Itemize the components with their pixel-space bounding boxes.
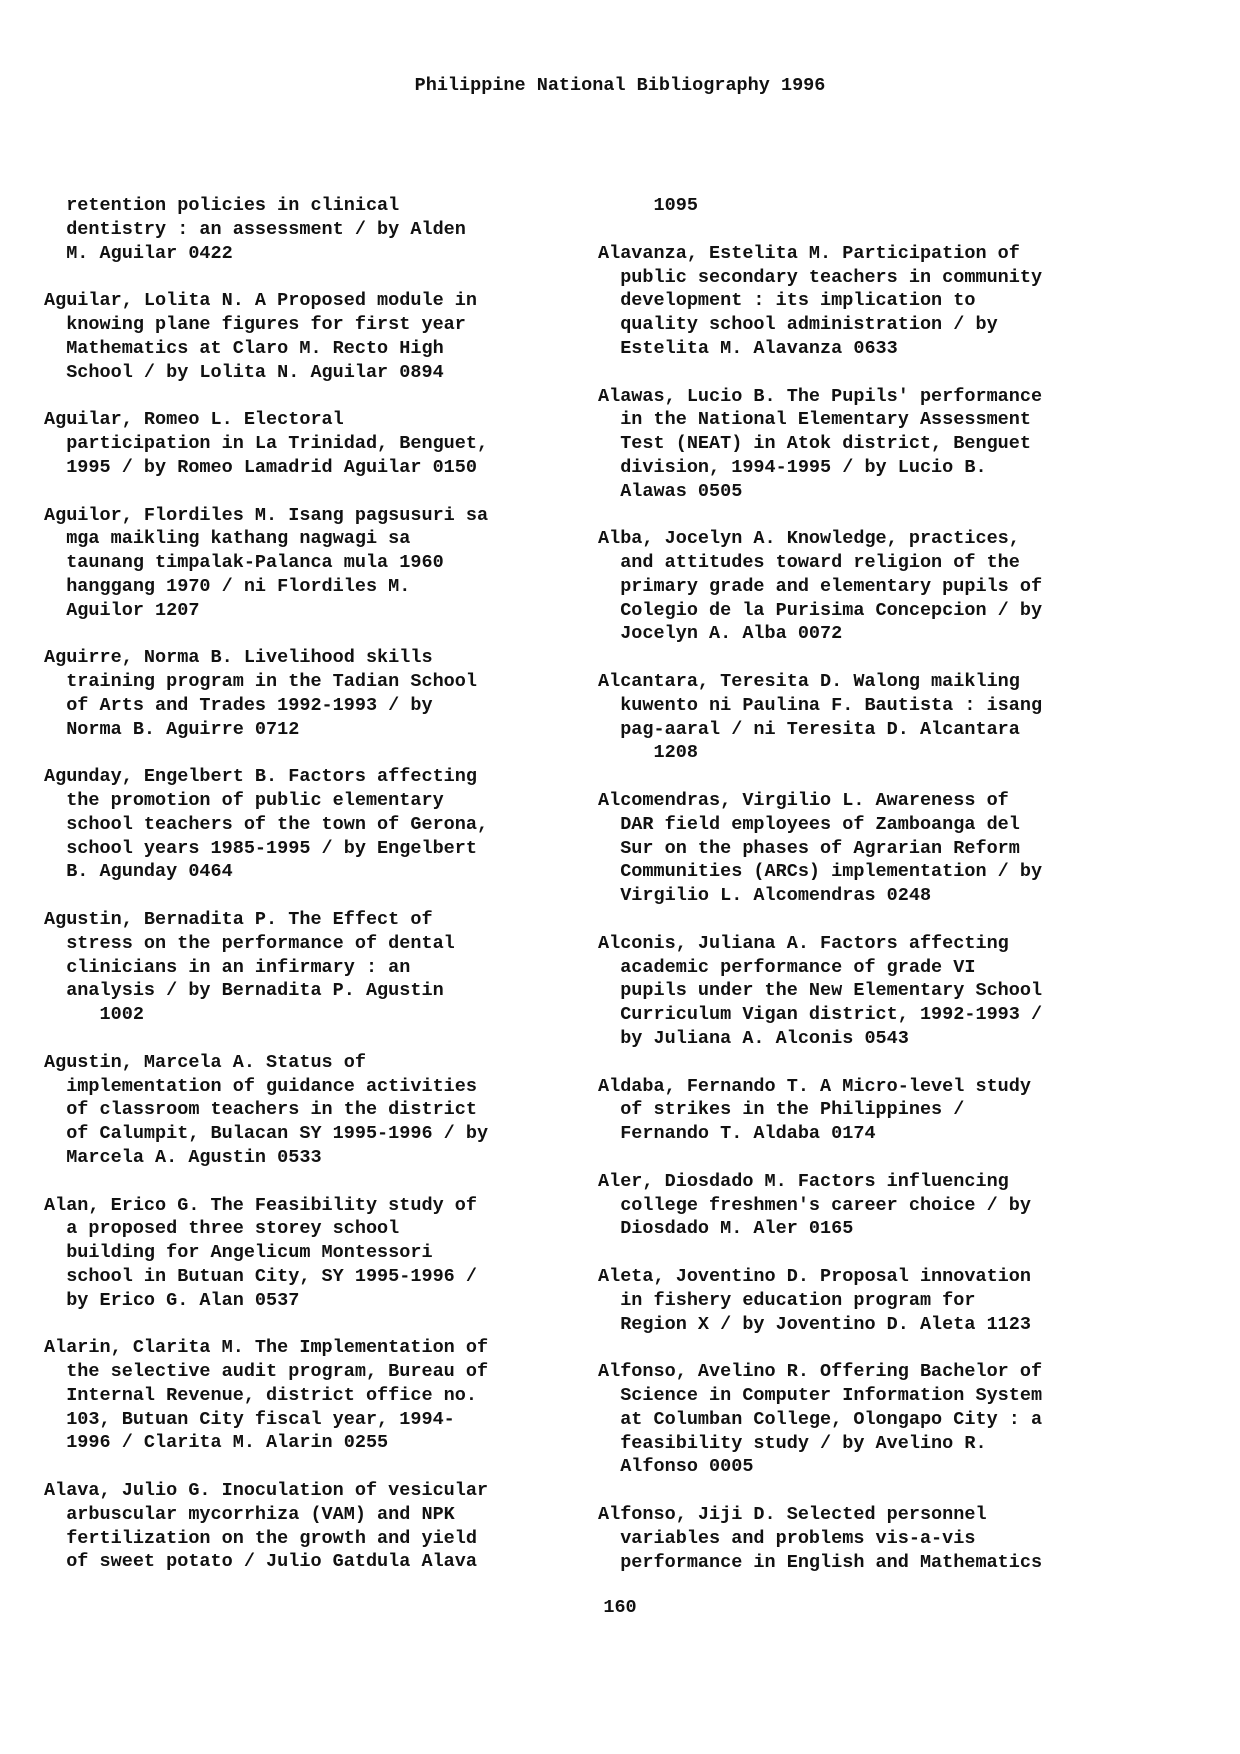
entry-line: dentistry : an assessment / by Alden	[44, 218, 466, 240]
entry-line: Sur on the phases of Agrarian Reform	[598, 837, 1020, 859]
entry-line: Alawas 0505	[598, 480, 743, 502]
entry-line: Alba, Jocelyn A. Knowledge, practices,	[598, 528, 1020, 550]
entry-line: retention policies in clinical	[44, 195, 400, 216]
entry-line: Colegio de la Purisima Concepcion / by	[598, 599, 1043, 621]
bibliography-entry	[44, 1051, 604, 1170]
entry-line: Aldaba, Fernando T. A Micro-level study	[598, 1075, 1031, 1097]
entry-line: Aguilor, Flordiles M. Isang pagsusuri sa	[44, 504, 489, 526]
entry-line: by Erico G. Alan 0537	[44, 1289, 300, 1311]
bibliography-entry	[44, 504, 604, 623]
entry-line: Aguilor 1207	[44, 599, 200, 621]
entry-line: Aleta, Joventino D. Proposal innovation	[598, 1266, 1031, 1287]
entry-line: Diosdado M. Aler 0165	[598, 1218, 854, 1240]
entry-line: at Columban College, Olongapo City : a	[598, 1408, 1043, 1430]
entry-line: a proposed three storey school	[44, 1218, 400, 1240]
bibliography-entry	[44, 408, 604, 479]
left-column	[44, 194, 604, 1598]
entry-line: Communities (ARCs) implementation / by	[598, 861, 1043, 883]
entry-line: Region X / by Joventino D. Aleta 1123	[598, 1313, 1031, 1335]
entry-line: division, 1994-1995 / by Lucio B.	[598, 456, 987, 478]
entry-line: clinicians in an infirmary : an	[44, 956, 411, 978]
bibliography-entry	[44, 908, 604, 1027]
bibliography-entry	[598, 932, 1158, 1051]
right-column	[598, 194, 1158, 1598]
entry-line: variables and problems vis-a-vis	[598, 1527, 976, 1549]
entry-line: School / by Lolita N. Aguilar 0894	[44, 361, 444, 383]
page-number: 160	[603, 1597, 637, 1618]
entry-line: the selective audit program, Bureau of	[44, 1361, 489, 1382]
entry-line: Alarin, Clarita M. The Implementation of	[44, 1337, 489, 1359]
entry-line: DAR field employees of Zamboanga del	[598, 813, 1020, 835]
entry-line: fertilization on the growth and yield	[44, 1527, 477, 1549]
entry-line: 1208	[598, 742, 698, 764]
bibliography-entry	[598, 385, 1158, 504]
entry-line: Alava, Julio G. Inoculation of vesicular	[44, 1480, 489, 1501]
entry-line: 103, Butuan City fiscal year, 1994-	[44, 1408, 455, 1430]
entry-line: Mathematics at Claro M. Recto High	[44, 337, 444, 359]
entry-line: Marcela A. Agustin 0533	[44, 1146, 322, 1168]
bibliography-entry	[44, 765, 604, 884]
entry-line: by Juliana A. Alconis 0543	[598, 1027, 909, 1049]
bibliography-entry	[44, 1194, 604, 1313]
bibliography-entry	[598, 1170, 1158, 1241]
entry-line: of Arts and Trades 1992-1993 / by	[44, 694, 433, 716]
entry-line: participation in La Trinidad, Benguet,	[44, 433, 489, 454]
entry-line: Aguilar, Lolita N. A Proposed module in	[44, 290, 477, 312]
entry-line: hanggang 1970 / ni Flordiles M.	[44, 575, 411, 597]
entry-line: 1996 / Clarita M. Alarin 0255	[44, 1432, 389, 1454]
entry-line: kuwento ni Paulina F. Bautista : isang	[598, 694, 1043, 716]
entry-line: Curriculum Vigan district, 1992-1993 /	[598, 1004, 1043, 1025]
entry-line: 1995 / by Romeo Lamadrid Aguilar 0150	[44, 456, 477, 478]
entry-line: mga maikling kathang nagwagi sa	[44, 528, 411, 550]
entry-line: Alan, Erico G. The Feasibility study of	[44, 1194, 477, 1216]
entry-line: of sweet potato / Julio Gatdula Alava	[44, 1551, 477, 1573]
entry-line: stress on the performance of dental	[44, 932, 455, 954]
entry-line: Agustin, Marcela A. Status of	[44, 1051, 366, 1073]
entry-line: taunang timpalak-Palanca mula 1960	[44, 552, 444, 573]
bibliography-entry	[598, 527, 1158, 646]
entry-line: Internal Revenue, district office no.	[44, 1384, 477, 1406]
entry-line: Norma B. Aguirre 0712	[44, 718, 300, 740]
entry-line: Alfonso, Avelino R. Offering Bachelor of	[598, 1361, 1043, 1383]
entry-line: quality school administration / by	[598, 314, 998, 335]
entry-line: Jocelyn A. Alba 0072	[598, 623, 843, 645]
entry-line: of strikes in the Philippines /	[598, 1099, 965, 1121]
entry-line: and attitudes toward religion of the	[598, 552, 1020, 573]
bibliography-entry	[598, 789, 1158, 908]
entry-line: Alfonso, Jiji D. Selected personnel	[598, 1504, 987, 1525]
entry-line: school years 1985-1995 / by Engelbert	[44, 837, 477, 859]
entry-line: building for Angelicum Montessori	[44, 1242, 433, 1263]
entry-line: Estelita M. Alavanza 0633	[598, 337, 898, 359]
bibliography-entry	[598, 1503, 1158, 1574]
bibliography-entry	[44, 1479, 604, 1574]
bibliography-entry	[598, 670, 1158, 765]
entry-line: primary grade and elementary pupils of	[598, 575, 1043, 597]
entry-line: 1095	[598, 195, 698, 216]
entry-line: development : its implication to	[598, 290, 976, 312]
entry-line: in fishery education program for	[598, 1289, 976, 1311]
bibliography-entry	[44, 194, 604, 265]
entry-line: academic performance of grade VI	[598, 956, 976, 978]
bibliography-entry	[598, 242, 1158, 361]
entry-line: Alcantara, Teresita D. Walong maikling	[598, 671, 1020, 692]
entry-line: Virgilio L. Alcomendras 0248	[598, 885, 932, 906]
entry-line: performance in English and Mathematics	[598, 1551, 1043, 1573]
bibliography-entry	[598, 1075, 1158, 1146]
entry-line: Aguilar, Romeo L. Electoral	[44, 409, 344, 431]
bibliography-entry	[44, 289, 604, 384]
entry-line: school teachers of the town of Gerona,	[44, 813, 489, 835]
entry-line: Test (NEAT) in Atok district, Benguet	[598, 433, 1031, 454]
page-header: Philippine National Bibliography 1996	[414, 75, 826, 96]
entry-line: implementation of guidance activities	[44, 1075, 477, 1097]
bibliography-entry	[598, 1265, 1158, 1336]
entry-line: 1002	[44, 1004, 144, 1025]
entry-line: pupils under the New Elementary School	[598, 980, 1043, 1002]
entry-line: in the National Elementary Assessment	[598, 409, 1031, 431]
entry-line: Alavanza, Estelita M. Participation of	[598, 242, 1020, 264]
entry-line: the promotion of public elementary	[44, 790, 444, 811]
entry-line: M. Aguilar 0422	[44, 242, 233, 264]
entry-line: Alfonso 0005	[598, 1456, 754, 1478]
entry-line: Aler, Diosdado M. Factors influencing	[598, 1170, 1009, 1192]
entry-line: Alcomendras, Virgilio L. Awareness of	[598, 790, 1009, 811]
entry-line: of Calumpit, Bulacan SY 1995-1996 / by	[44, 1123, 489, 1144]
entry-line: public secondary teachers in community	[598, 266, 1043, 288]
entry-line: B. Agunday 0464	[44, 861, 233, 883]
entry-line: knowing plane figures for first year	[44, 314, 466, 335]
entry-line: of classroom teachers in the district	[44, 1099, 477, 1121]
entry-line: analysis / by Bernadita P. Agustin	[44, 980, 444, 1002]
entry-line: arbuscular mycorrhiza (VAM) and NPK	[44, 1503, 455, 1525]
entry-line: college freshmen's career choice / by	[598, 1194, 1031, 1216]
entry-line: Alconis, Juliana A. Factors affecting	[598, 932, 1009, 954]
entry-line: school in Butuan City, SY 1995-1996 /	[44, 1265, 477, 1287]
bibliography-entry	[44, 646, 604, 741]
bibliography-entry	[598, 194, 1158, 218]
entry-line: pag-aaral / ni Teresita D. Alcantara	[598, 718, 1020, 740]
entry-line: Agustin, Bernadita P. The Effect of	[44, 909, 433, 930]
entry-line: Alawas, Lucio B. The Pupils' performance	[598, 385, 1043, 407]
entry-line: Fernando T. Aldaba 0174	[598, 1123, 876, 1144]
entry-line: Science in Computer Information System	[598, 1385, 1043, 1406]
bibliography-entry	[598, 1360, 1158, 1479]
entry-line: Agunday, Engelbert B. Factors affecting	[44, 766, 477, 788]
entry-line: training program in the Tadian School	[44, 671, 477, 692]
bibliography-entry	[44, 1336, 604, 1455]
entry-line: Aguirre, Norma B. Livelihood skills	[44, 647, 433, 669]
entry-line: feasibility study / by Avelino R.	[598, 1432, 987, 1454]
